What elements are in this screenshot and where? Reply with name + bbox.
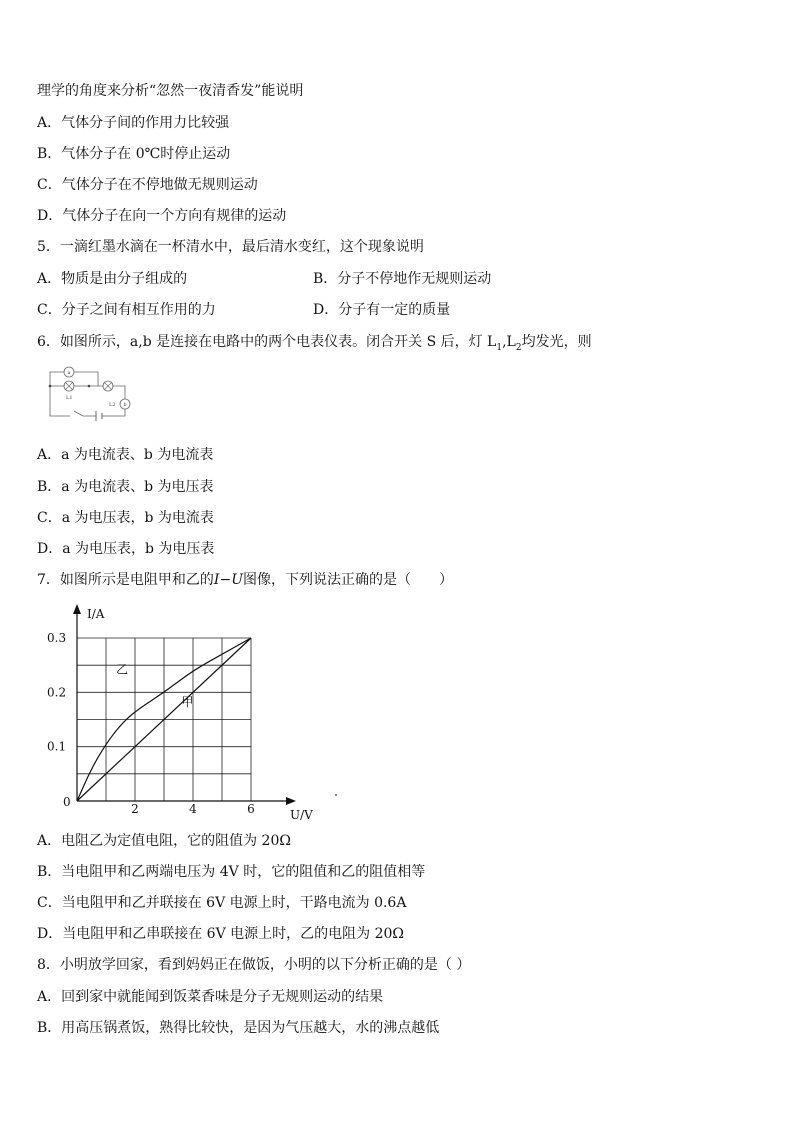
- q7-option-b: B．当电阻甲和乙两端电压为 4V 时，它的阻值和乙的阻值相等: [37, 864, 426, 880]
- y-axis-arrow: [73, 604, 81, 614]
- q7-option-a: A．电阻乙为定值电阻，它的阻值为 20Ω: [37, 833, 291, 849]
- stray-dot: [335, 794, 337, 796]
- x-tick-label: 6: [247, 802, 255, 816]
- q5-stem: 5．一滴红墨水滴在一杯清水中，最后清水变红，这个现象说明: [37, 239, 424, 255]
- q7-stem: 7．如图所示是电阻甲和乙的I−U图像，下列说法正确的是（ ）: [37, 572, 453, 588]
- y-tick-label: 0.3: [47, 631, 67, 645]
- y-tick-label: 0.2: [47, 685, 67, 700]
- q8-option-a: A．回到家中就能闻到饭菜香味是分子无规则运动的结果: [37, 989, 384, 1005]
- x-axis-label: U/V: [290, 808, 313, 822]
- meter-b-label: b: [123, 402, 127, 408]
- series-label: 甲: [181, 694, 194, 709]
- iu-chart: [36, 596, 366, 828]
- q6-stem: 6．如图所示，a,b 是连接在电路中的两个电表仪表。闭合开关 S 后，灯 $L_1,L_2$均发光，则: [37, 334, 592, 353]
- q5-option-b: B．分子不停地作无规则运动: [313, 271, 492, 287]
- q4-option-a: A．气体分子间的作用力比较强: [37, 115, 230, 131]
- meter-a-label: a: [67, 370, 71, 376]
- q6-option-c: C．a 为电压表，b 为电流表: [37, 510, 214, 526]
- battery-icon: [96, 411, 102, 421]
- y-tick-label: 0.1: [47, 739, 67, 754]
- q6-option-d: D．a 为电压表，b 为电压表: [37, 541, 215, 557]
- lamp-l1-label: L1: [66, 395, 73, 401]
- q4-option-d: D．气体分子在向一个方向有规律的运动: [37, 208, 287, 224]
- x-axis-arrow: [286, 797, 296, 805]
- x-tick-label: 4: [189, 802, 197, 816]
- q5-option-d: D．分子有一定的质量: [313, 302, 451, 318]
- x-tick-label: 2: [131, 802, 139, 816]
- q6-option-b: B．a 为电流表、b 为电压表: [37, 479, 214, 495]
- q8-option-b: B．用高压锅煮饭，熟得比较快，是因为气压越大，水的沸点越低: [37, 1020, 440, 1036]
- q4-option-b: B．气体分子在 0℃时停止运动: [37, 146, 231, 162]
- circuit-diagram: [40, 362, 140, 424]
- q4-stem: 理学的角度来分析“忽然一夜清香发”能说明: [37, 83, 304, 99]
- q7-option-c: C．当电阻甲和乙并联接在 6V 电源上时，干路电流为 0.6A: [37, 895, 407, 911]
- series-label: 乙: [116, 662, 129, 677]
- q5-option-a: A．物质是由分子组成的: [37, 271, 188, 287]
- q5-option-c: C．分子之间有相互作用的力: [37, 302, 216, 318]
- q4-option-c: C．气体分子在不停地做无规则运动: [37, 177, 258, 193]
- q6-option-a: A．a 为电流表、b 为电流表: [37, 447, 214, 463]
- q7-option-d: D．当电阻甲和乙串联接在 6V 电源上时，乙的电阻为 20Ω: [37, 926, 405, 942]
- q8-stem: 8．小明放学回家，看到妈妈正在做饭，小明的以下分析正确的是（ ）: [37, 957, 471, 973]
- origin-label: 0: [63, 795, 71, 809]
- lamp-l2-label: L2: [109, 402, 116, 408]
- y-axis-label: I/A: [87, 607, 105, 621]
